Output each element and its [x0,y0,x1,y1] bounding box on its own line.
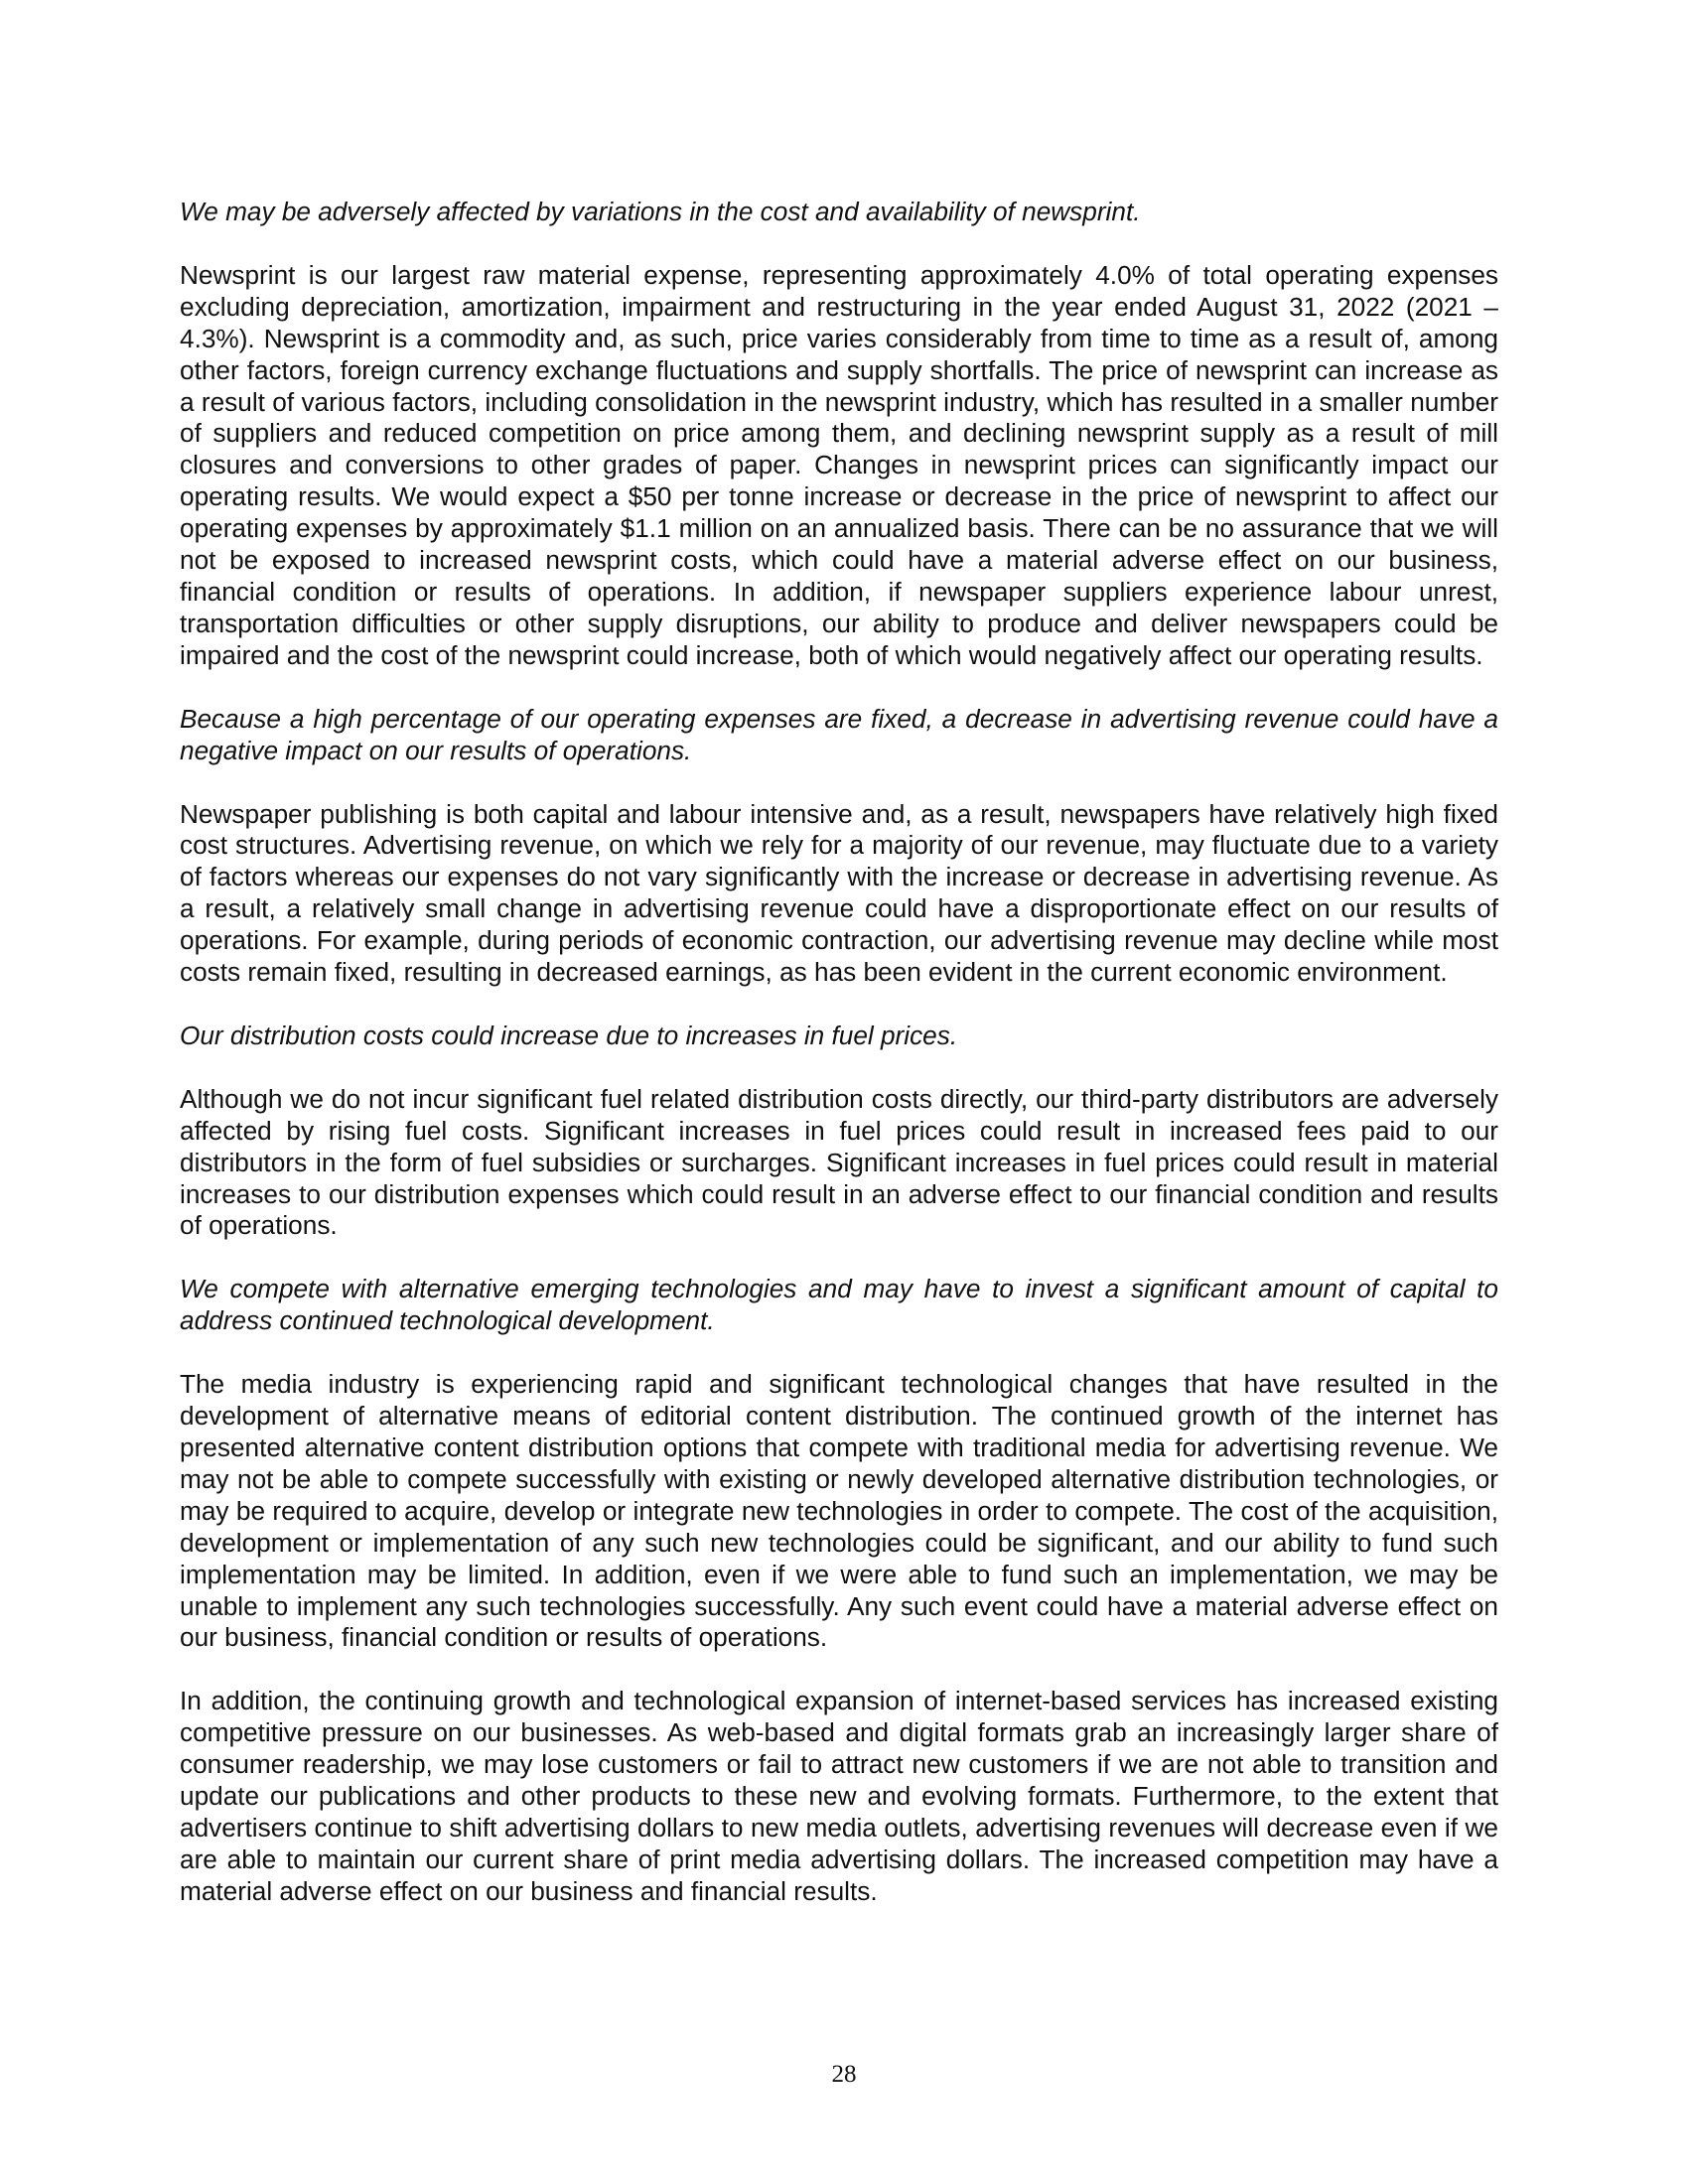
paragraph-newsprint: Newsprint is our largest raw material expense, representing approximately 4.0% of total operating expenses excluding depreciation, amortization, impairment and restructuring in the year ended August 31, 2022 (2021 – 4.3%). Newsprint is a commodity and, as such, price varies considerably from time to time as a result of, among other factors, foreign currency exchange fluctuations and supply shortfalls. The price of newsprint can increase as a result of various factors, including consolidation in the newsprint industry, which has resulted in a smaller number of suppliers and reduced competition on price among them, and declining newsprint supply as a result of mill closures and conversions to other grades of paper. Changes in newsprint prices can significantly impact our operating results. We would expect a $50 per tonne increase or decrease in the price of newsprint to affect our operating expenses by approximately $1.1 million on an annualized basis. There can be no assurance that we will not be exposed to increased newsprint costs, which could have a material adverse effect on our business, financial condition or results of operations. In addition, if newspaper suppliers experience labour unrest, transportation difficulties or other supply disruptions, our ability to produce and deliver newspapers could be impaired and the cost of the newsprint could increase, both of which would negatively affect our operating results. [180,259,1498,670]
page-number: 28 [831,2061,857,2088]
section-heading-fixed-expenses: Because a high percentage of our operating expenses are fixed, a decrease in advertising revenue could have a negative impact on our results of operations. [180,703,1498,765]
paragraph-internet-competition: In addition, the continuing growth and technological expansion of internet-based services has increased existing competitive pressure on our businesses. As web-based and digital formats grab an increasingly larger share of consumer readership, we may lose customers or fail to attract new customers if we are not able to transition and update our publications and other products to these new and evolving formats. Furthermore, to the extent that advertisers continue to shift advertising dollars to new media outlets, advertising revenues will decrease even if we are able to maintain our current share of print media advertising dollars. The increased competition may have a material adverse effect on our business and financial results. [180,1686,1498,1906]
section-heading-newsprint: We may be adversely affected by variations in the cost and availability of newsprint. [180,197,1141,226]
paragraph-emerging-technologies: The media industry is experiencing rapid and significant technological changes that have resulted in the development of alternative means of editorial content distribution. The continued growth of the internet has presented alternative content distribution options that compete with traditional media for advertising revenue. We may not be able to compete successfully with existing or newly developed alternative distribution technologies, or may be required to acquire, develop or integrate new technologies in order to compete. The cost of the acquisition, development or implementation of any such new technologies could be significant, and our ability to fund such implementation may be limited. In addition, even if we were able to fund such an implementation, we may be unable to implement any such technologies successfully. Any such event could have a material adverse effect on our business, financial condition or results of operations. [180,1369,1498,1653]
paragraph-fixed-expenses: Newspaper publishing is both capital and labour intensive and, as a result, newspapers have relatively high fixed cost structures. Advertising revenue, on which we rely for a majority of our revenue, may fluctuate due to a variety of factors whereas our expenses do not vary significantly with the increase or decrease in advertising revenue. As a result, a relatively small change in advertising revenue could have a disproportionate effect on our results of operations. For example, during periods of economic contraction, our advertising revenue may decline while most costs remain fixed, resulting in decreased earnings, as has been evident in the current economic environment. [180,798,1498,988]
document-body [180,197,1498,1940]
section-heading-emerging-technologies: We compete with alternative emerging technologies and may have to invest a significant amount of capital to address continued technological development. [180,1274,1498,1336]
section-heading-distribution-costs: Our distribution costs could increase due to increases in fuel prices. [180,1020,958,1050]
paragraph-distribution-costs: Although we do not incur significant fuel related distribution costs directly, our third-party distributors are adversely affected by rising fuel costs. Significant increases in fuel prices could result in increased fees paid to our distributors in the form of fuel subsidies or surcharges. Significant increases in fuel prices could result in material increases to our distribution expenses which could result in an adverse effect to our financial condition and results of operations. [180,1083,1498,1241]
